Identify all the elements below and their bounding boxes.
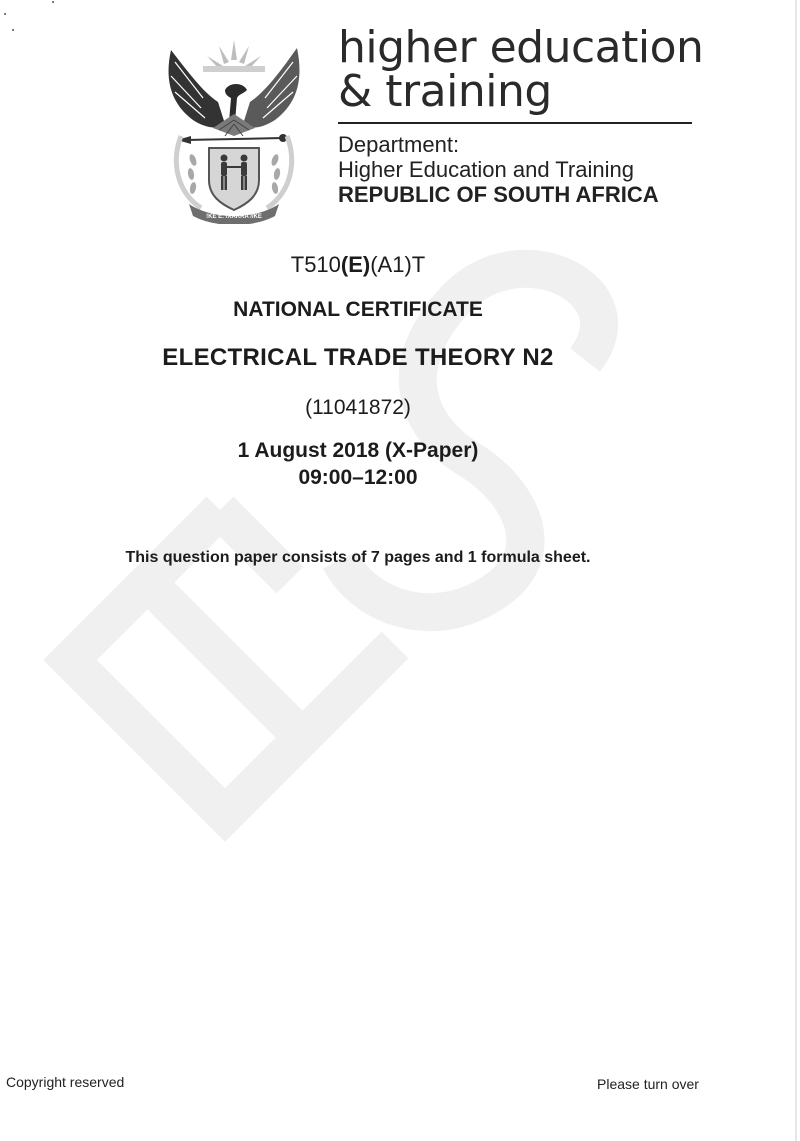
turn-over-notice: Please turn over (597, 1076, 699, 1092)
department-name: Higher Education and Training (338, 157, 634, 182)
exam-date: 1 August 2018 (X-Paper) (237, 439, 479, 462)
paper-code-language: (E) (340, 252, 371, 277)
scan-speck (12, 29, 14, 31)
brand-divider (338, 122, 692, 124)
brand-wordmark (338, 22, 704, 117)
brand-line-2: & training (338, 66, 552, 117)
scan-edge-line (795, 0, 797, 1141)
paper-code (0, 252, 716, 278)
country-name: REPUBLIC OF SOUTH AFRICA (338, 182, 659, 207)
department-label: Department: (338, 132, 460, 157)
paper-code-prefix: T510 (290, 252, 341, 277)
paper-code-suffix: (A1)T (370, 252, 426, 277)
exam-time: 09:00–12:00 (298, 466, 418, 489)
subject-title: ELECTRICAL TRADE THEORY N2 (162, 344, 554, 371)
copyright-notice: Copyright reserved (6, 1074, 125, 1090)
subject-code: (11041872) (305, 396, 411, 419)
certificate-title: NATIONAL CERTIFICATE (233, 298, 483, 321)
motto-text: !KE E: /XARRA //KE (206, 214, 262, 220)
coat-of-arms-icon (163, 32, 305, 224)
scan-speck (4, 13, 6, 15)
department-block (338, 132, 659, 207)
scan-speck (52, 1, 54, 3)
pages-note: This question paper consists of 7 pages and 1 formula sheet. (125, 549, 591, 566)
brand-line-1: higher education (338, 22, 704, 73)
